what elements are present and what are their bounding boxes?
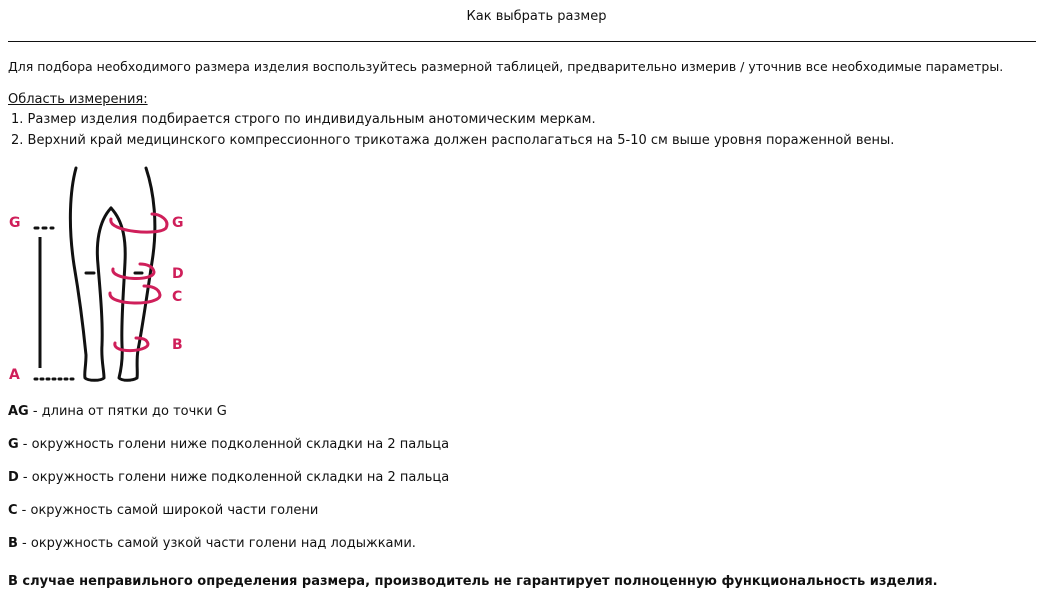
label-c: C: [172, 289, 183, 305]
definition-b: [8, 536, 416, 551]
definition-text: - окружность голени ниже подколенной складки на 2 пальца: [18, 437, 450, 452]
label-a: A: [9, 367, 20, 383]
definition-text: - окружность голени ниже подколенной складки на 2 пальца: [18, 470, 450, 485]
definition-c: [8, 503, 318, 518]
definition-term: C: [8, 503, 18, 518]
definition-text: - длина от пятки до точки G: [28, 404, 227, 419]
definition-term: B: [8, 536, 18, 551]
area-item: 2. Верхний край медицинского компрессионного трикотажа должен располагаться на 5-10 см выше уровня пораженной вены.: [11, 133, 895, 148]
definition-term: G: [8, 437, 19, 452]
label-d: D: [172, 266, 184, 282]
intro-text: Для подбора необходимого размера изделия воспользуйтесь размерной таблицей, предварительно измерив / уточнив все необходимые параметры.: [8, 59, 1004, 74]
label-g-left: G: [9, 215, 21, 231]
area-heading: Область измерения:: [8, 92, 148, 107]
definition-g: [8, 437, 449, 452]
warning-text: В случае неправильного определения размера, производитель не гарантирует полноценную функциональность изделия.: [8, 574, 938, 589]
definition-term: D: [8, 470, 19, 485]
area-item: 1. Размер изделия подбирается строго по индивидуальным анотомическим меркам.: [11, 112, 596, 127]
definition-text: - окружность самой узкой части голени над лодыжками.: [17, 536, 416, 551]
label-g: G: [172, 215, 184, 231]
page-title: Как выбрать размер: [466, 9, 607, 24]
label-b: B: [172, 337, 183, 353]
definition-ag: [8, 404, 227, 419]
definition-term: AG: [8, 404, 29, 419]
definition-text: - окружность самой широкой части голени: [17, 503, 319, 518]
definition-d: [8, 470, 449, 485]
